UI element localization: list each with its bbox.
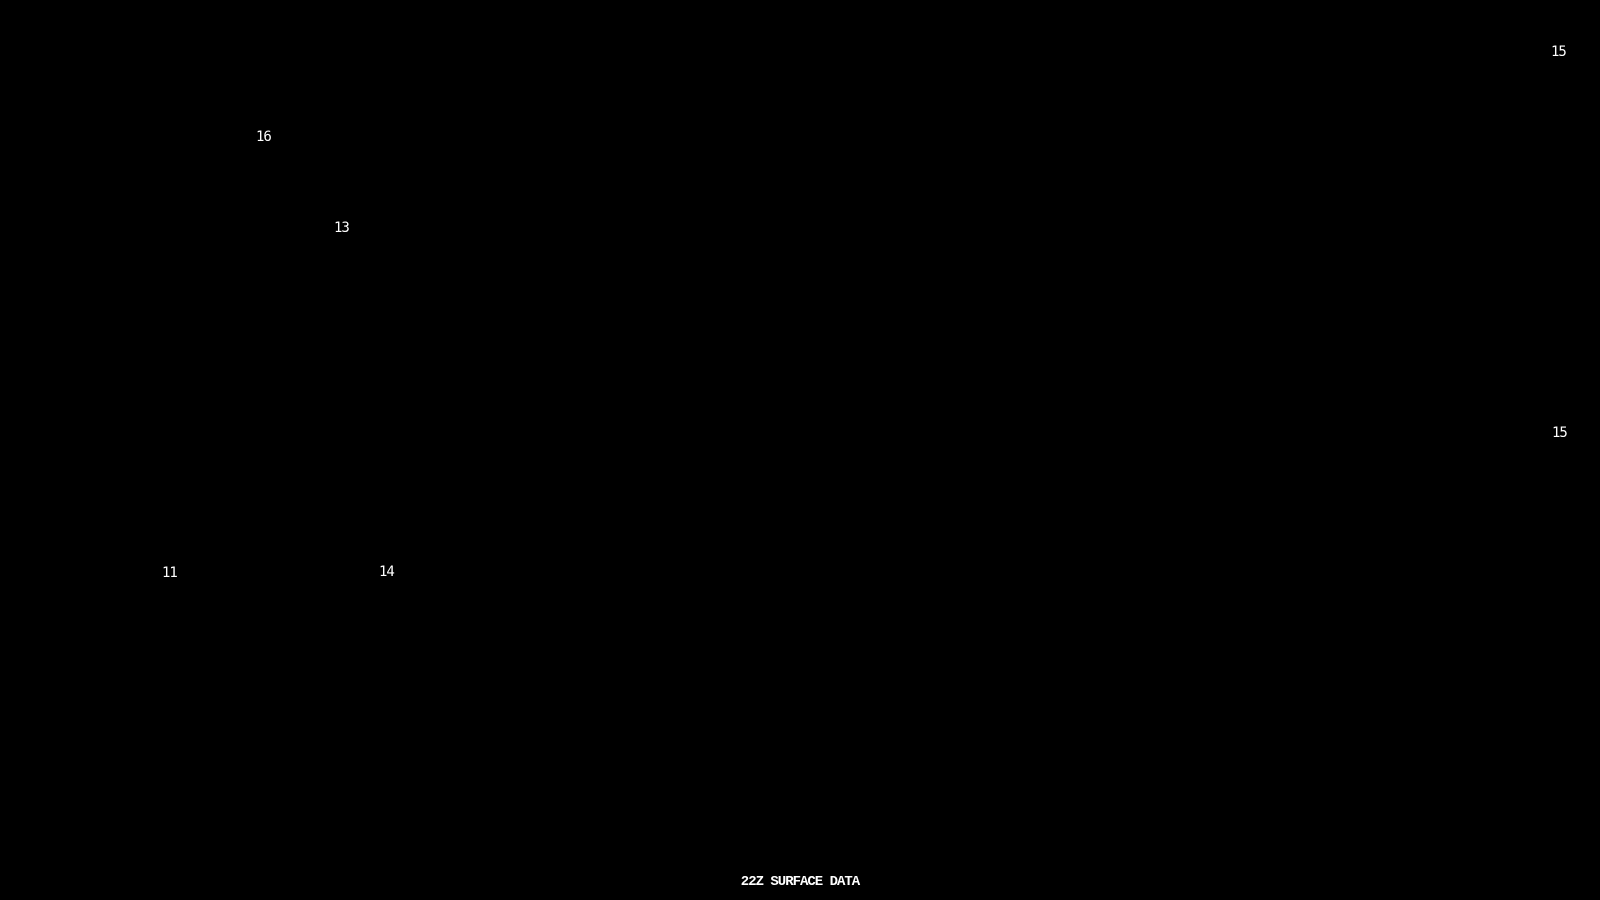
station-value-label: 15 [1552, 425, 1567, 441]
station-value-label: 11 [162, 565, 177, 581]
station-value-label: 14 [379, 564, 394, 580]
station-value-label: 16 [256, 129, 271, 145]
map-title: 22Z SURFACE DATA [740, 874, 860, 890]
station-value-label: 13 [334, 220, 349, 236]
station-value-label: 15 [1551, 44, 1566, 60]
